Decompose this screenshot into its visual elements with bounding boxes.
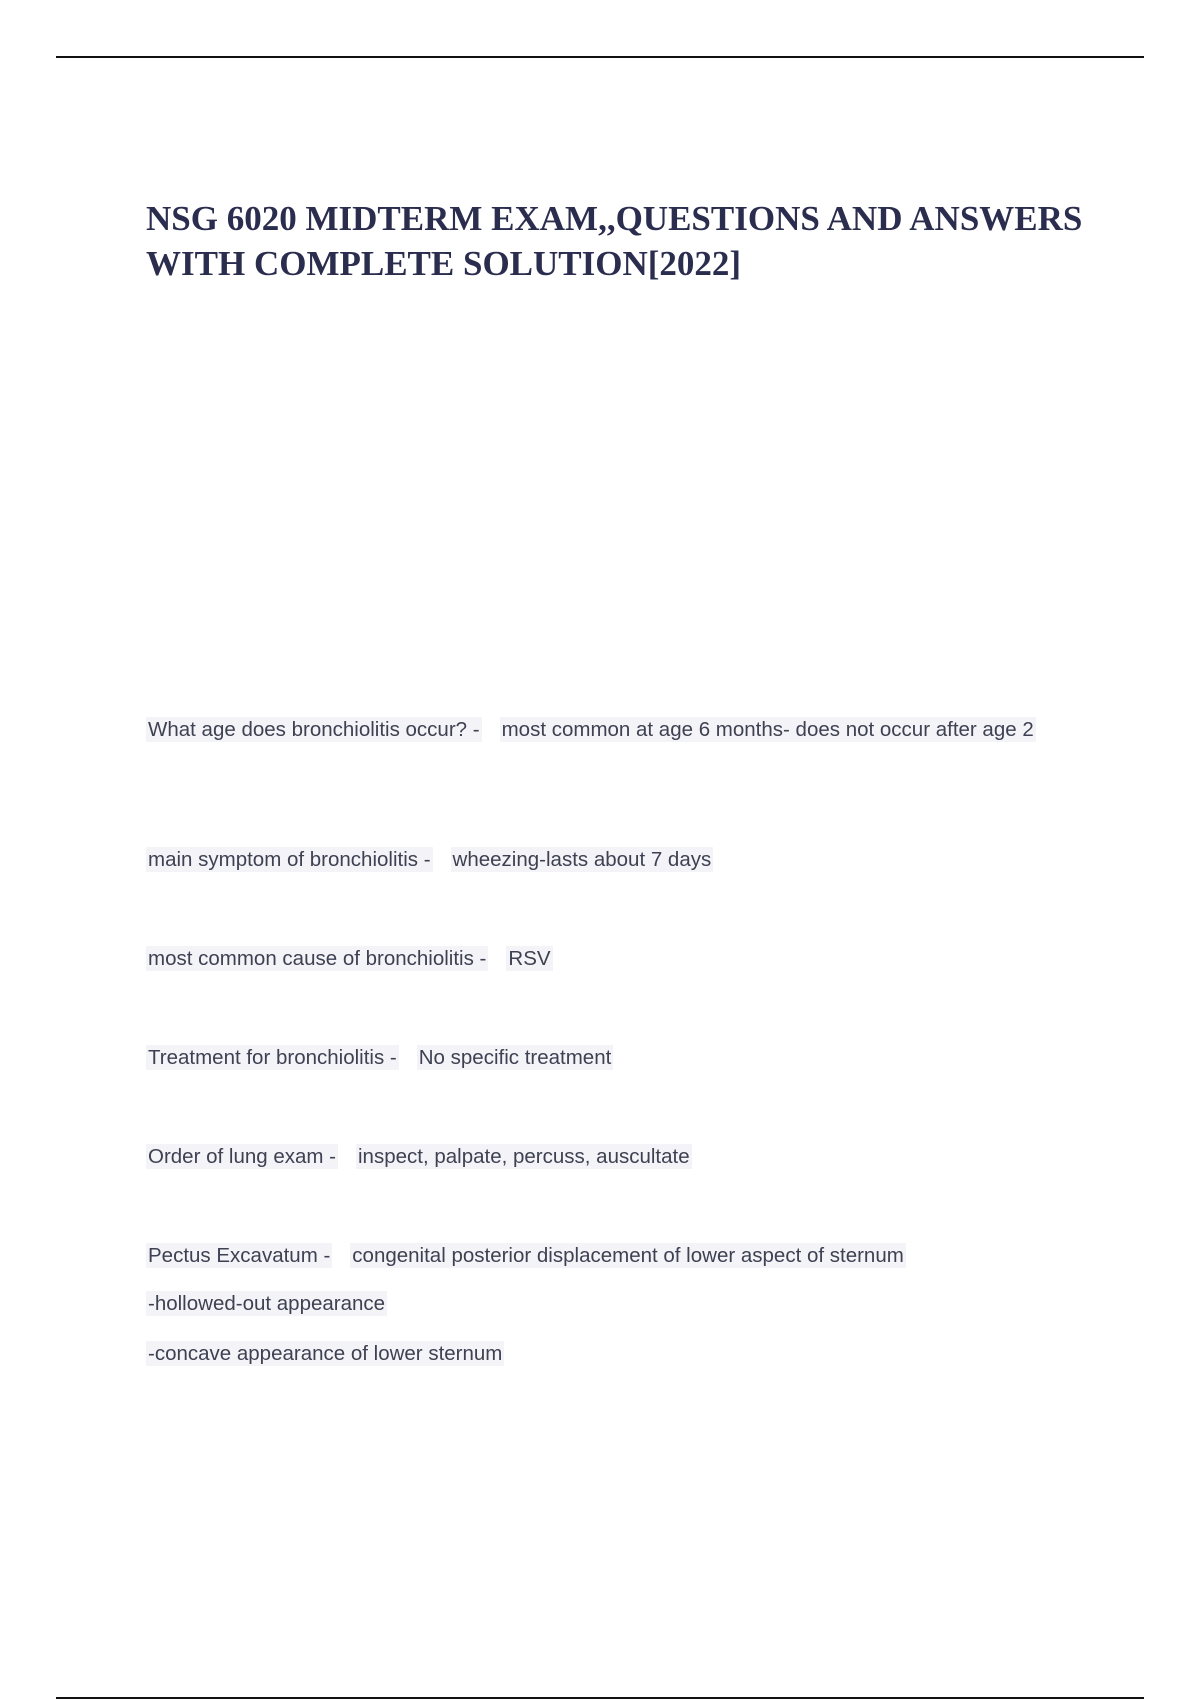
answer-text: most common at age 6 months- does not occur after age 2 [501, 718, 1034, 741]
qa-item [146, 1142, 1096, 1172]
answer-text: inspect, palpate, percuss, auscultate [358, 1145, 690, 1168]
question-text: most common cause of bronchiolitis - [148, 947, 487, 970]
answer-text: RSV [508, 947, 551, 970]
question-text: Treatment for bronchiolitis - [148, 1046, 397, 1069]
qa-item [146, 1241, 1096, 1271]
answer-extra-line [146, 1289, 387, 1319]
answer-extra-line [146, 1339, 504, 1369]
answer-extra-text: -concave appearance of lower sternum [148, 1342, 503, 1365]
answer-text: No specific treatment [418, 1046, 612, 1069]
top-rule [56, 56, 1144, 58]
bottom-rule [56, 1697, 1144, 1699]
answer-extra-text: -hollowed-out appearance [148, 1292, 386, 1315]
qa-item [146, 715, 1096, 745]
qa-item [146, 845, 1096, 875]
answer-text: congenital posterior displacement of lower aspect of sternum [352, 1244, 904, 1267]
question-text: Order of lung exam - [148, 1145, 336, 1168]
question-text: Pectus Excavatum - [148, 1244, 331, 1267]
answer-text: wheezing-lasts about 7 days [452, 848, 712, 871]
qa-item [146, 1043, 1096, 1073]
qa-item [146, 944, 1096, 974]
question-text: main symptom of bronchiolitis - [148, 848, 431, 871]
document-title: NSG 6020 MIDTERM EXAM,,QUESTIONS AND ANSWERS WITH COMPLETE SOLUTION[2022] [146, 199, 1083, 283]
question-text: What age does bronchiolitis occur? - [148, 718, 480, 741]
